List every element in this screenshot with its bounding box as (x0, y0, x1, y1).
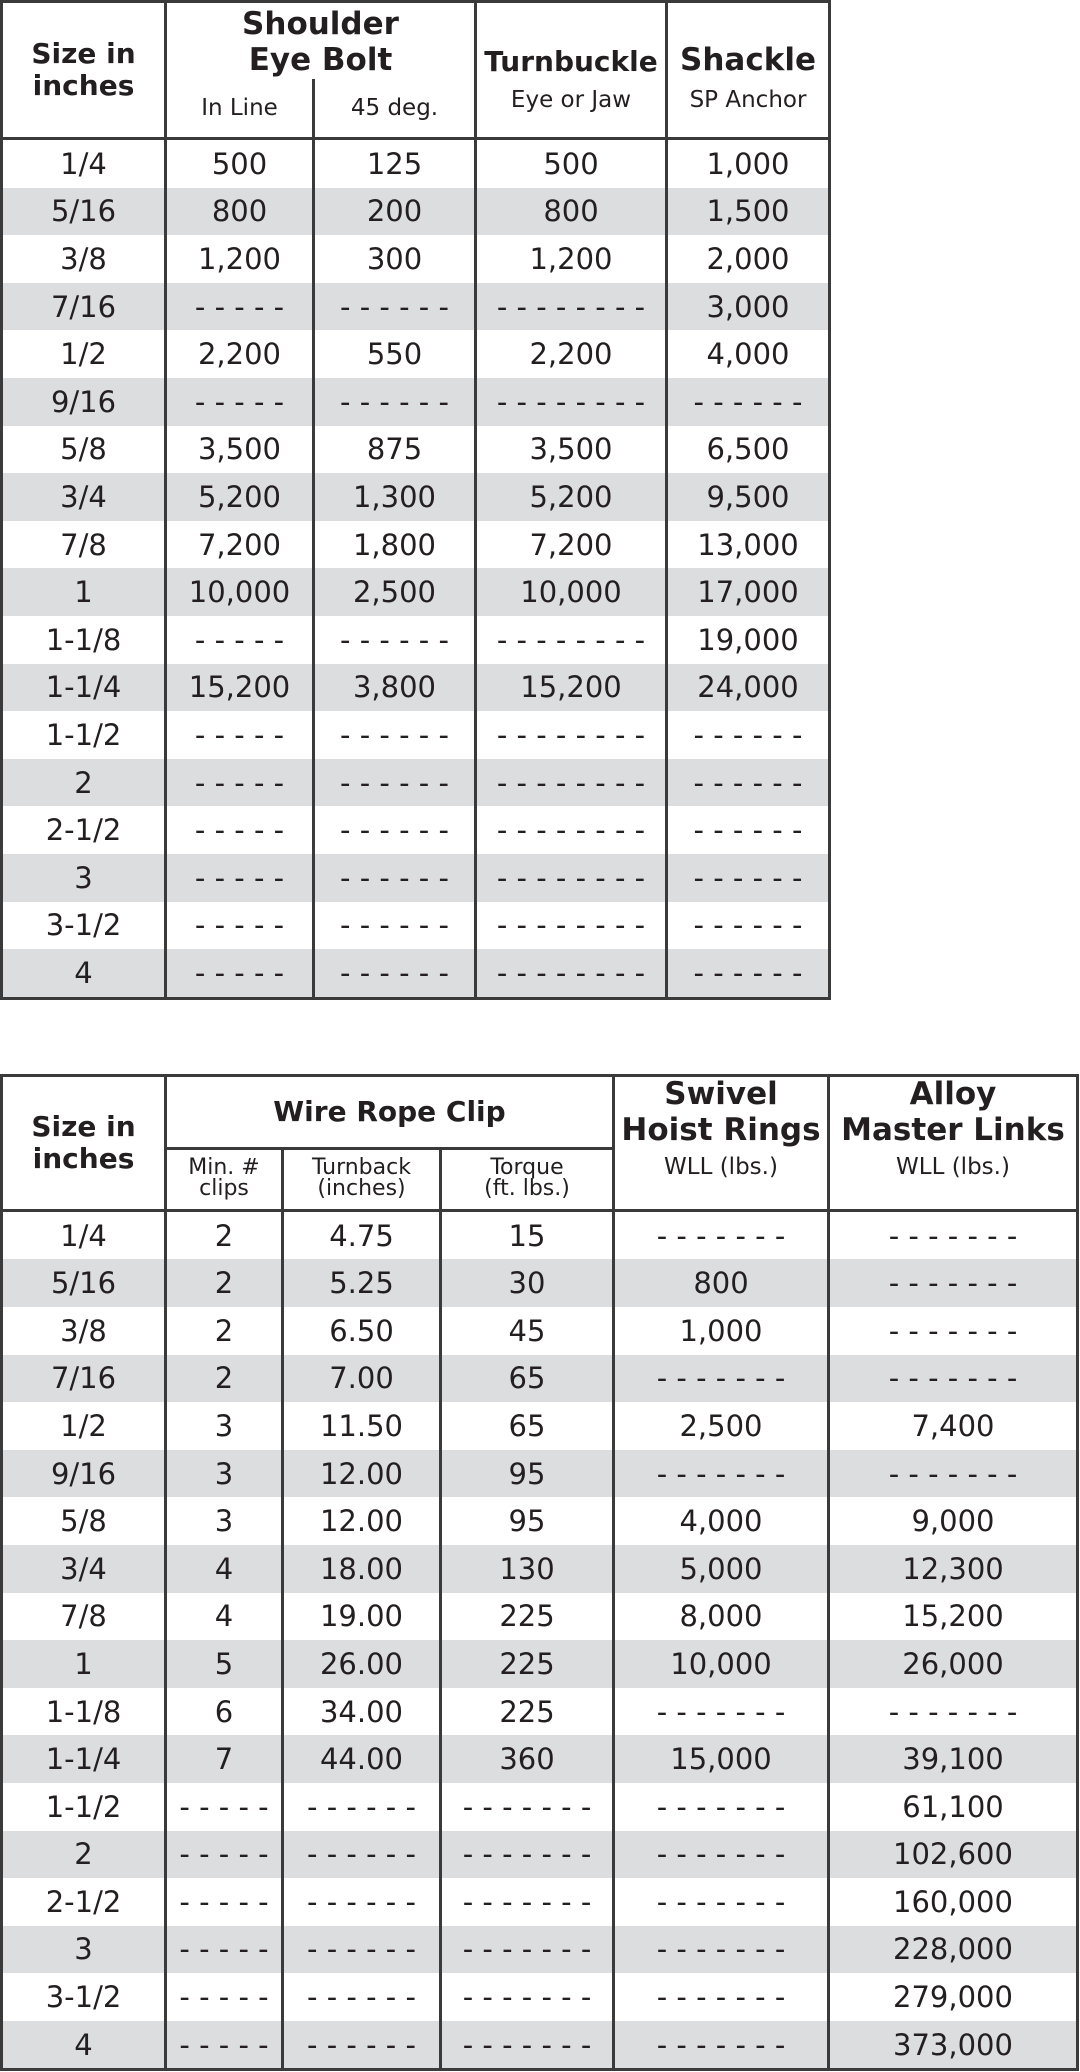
shackle-header: Shackle (667, 2, 830, 79)
table-row (2, 1878, 1078, 1926)
eye-bolt-45-header: 45 deg. (314, 79, 476, 139)
table-row (2, 664, 830, 712)
value-cell: 800 (166, 188, 314, 236)
value-cell: 4,000 (667, 330, 830, 378)
table-row (2, 1545, 1078, 1593)
value-cell: 5,200 (166, 473, 314, 521)
size-cell: 3 (2, 854, 166, 902)
value-cell: 7,400 (829, 1402, 1078, 1450)
value-cell: 373,000 (829, 2021, 1078, 2070)
table-row (2, 1926, 1078, 1974)
value-cell: 24,000 (667, 664, 830, 712)
value-cell: - - - - - - (314, 711, 476, 759)
value-cell: - - - - - - (283, 1831, 441, 1879)
value-cell: - - - - - - (314, 854, 476, 902)
value-cell: 2 (166, 1307, 283, 1355)
value-cell: - - - - - - - (614, 1973, 829, 2021)
swivel-hoist-rings-header: Swivel Hoist Rings (614, 1076, 829, 1149)
value-cell: - - - - - (166, 1973, 283, 2021)
value-cell: 279,000 (829, 1973, 1078, 2021)
value-cell: - - - - - - (667, 711, 830, 759)
value-cell: 3 (166, 1450, 283, 1498)
size-cell: 3-1/2 (2, 902, 166, 950)
value-cell: - - - - - (166, 1926, 283, 1974)
value-cell: 300 (314, 235, 476, 283)
value-cell: 4 (166, 1593, 283, 1641)
load-table-eyebolt-turnbuckle-shackle (0, 0, 831, 1000)
value-cell: 800 (614, 1259, 829, 1307)
table-header (2, 2, 830, 139)
value-cell: - - - - - (166, 2021, 283, 2070)
table-row (2, 473, 830, 521)
table-row (2, 1450, 1078, 1498)
value-cell: - - - - - - (283, 1973, 441, 2021)
value-cell: - - - - - - - (614, 1878, 829, 1926)
table-row (2, 806, 830, 854)
size-cell: 1/2 (2, 330, 166, 378)
value-cell: - - - - - (166, 616, 314, 664)
size-cell: 3/4 (2, 473, 166, 521)
value-cell: 26.00 (283, 1640, 441, 1688)
value-cell: - - - - - - - - (476, 616, 667, 664)
value-cell: - - - - - - - (441, 2021, 614, 2070)
value-cell: - - - - - - (667, 759, 830, 807)
size-cell: 1-1/8 (2, 616, 166, 664)
value-cell: - - - - - - (314, 949, 476, 998)
size-cell: 1-1/8 (2, 1688, 166, 1736)
table-row (2, 949, 830, 998)
value-cell: 45 (441, 1307, 614, 1355)
value-cell: 4,000 (614, 1497, 829, 1545)
size-cell: 5/16 (2, 1259, 166, 1307)
value-cell: 1,000 (614, 1307, 829, 1355)
torque-header: Torque (ft. lbs.) (441, 1148, 614, 1210)
size-cell: 1/4 (2, 1210, 166, 1259)
value-cell: - - - - - - - (614, 2021, 829, 2070)
size-header: Size in inches (2, 1076, 166, 1211)
value-cell: 34.00 (283, 1688, 441, 1736)
value-cell: - - - - - - - (614, 1688, 829, 1736)
value-cell: 2 (166, 1259, 283, 1307)
table-row (2, 1593, 1078, 1641)
table-row (2, 2021, 1078, 2070)
table-header (2, 1076, 1078, 1211)
value-cell: 125 (314, 139, 476, 188)
size-cell: 1-1/2 (2, 711, 166, 759)
value-cell: - - - - - - - - (476, 711, 667, 759)
table-row (2, 759, 830, 807)
table-row (2, 854, 830, 902)
table-row (2, 1783, 1078, 1831)
value-cell: - - - - - - - (829, 1688, 1078, 1736)
table-row (2, 188, 830, 236)
size-cell: 7/16 (2, 283, 166, 331)
value-cell: 10,000 (476, 568, 667, 616)
eye-bolt-in-line-header: In Line (166, 79, 314, 139)
value-cell: 3 (166, 1497, 283, 1545)
value-cell: 2,500 (314, 568, 476, 616)
value-cell: - - - - - - - (829, 1259, 1078, 1307)
value-cell: 5,000 (614, 1545, 829, 1593)
value-cell: 2,200 (476, 330, 667, 378)
value-cell: - - - - - - - - (476, 854, 667, 902)
value-cell: 10,000 (166, 568, 314, 616)
value-cell: 11.50 (283, 1402, 441, 1450)
turnbuckle-header: Turnbuckle (476, 2, 667, 79)
table-row (2, 330, 830, 378)
value-cell: 15,200 (166, 664, 314, 712)
table-row (2, 521, 830, 569)
size-cell: 1-1/2 (2, 1783, 166, 1831)
value-cell: 61,100 (829, 1783, 1078, 1831)
table-row (2, 1402, 1078, 1450)
value-cell: 15 (441, 1210, 614, 1259)
value-cell: 500 (476, 139, 667, 188)
value-cell: 4 (166, 1545, 283, 1593)
value-cell: 15,000 (614, 1735, 829, 1783)
size-cell: 3 (2, 1926, 166, 1974)
table-row (2, 1259, 1078, 1307)
table-row (2, 1355, 1078, 1403)
table-row (2, 1640, 1078, 1688)
table-row (2, 1831, 1078, 1879)
value-cell: 200 (314, 188, 476, 236)
size-cell: 4 (2, 2021, 166, 2070)
value-cell: - - - - - - - - (476, 283, 667, 331)
value-cell: 3,500 (166, 426, 314, 474)
table-row (2, 568, 830, 616)
value-cell: 3,800 (314, 664, 476, 712)
value-cell: 26,000 (829, 1640, 1078, 1688)
value-cell: - - - - - (166, 1783, 283, 1831)
value-cell: 44.00 (283, 1735, 441, 1783)
shackle-sub-header: SP Anchor (667, 79, 830, 139)
value-cell: - - - - - (166, 1878, 283, 1926)
value-cell: - - - - - - - (829, 1307, 1078, 1355)
size-cell: 1-1/4 (2, 664, 166, 712)
value-cell: - - - - - - - (614, 1355, 829, 1403)
value-cell: 2,500 (614, 1402, 829, 1450)
value-cell: - - - - - (166, 378, 314, 426)
table-body (2, 1210, 1078, 2070)
table-row (2, 1497, 1078, 1545)
size-cell: 7/16 (2, 1355, 166, 1403)
value-cell: 7 (166, 1735, 283, 1783)
value-cell: 130 (441, 1545, 614, 1593)
value-cell: 7.00 (283, 1355, 441, 1403)
value-cell: - - - - - - - (829, 1210, 1078, 1259)
table-row (2, 378, 830, 426)
size-cell: 3/8 (2, 235, 166, 283)
value-cell: - - - - - - (314, 759, 476, 807)
value-cell: - - - - - (166, 902, 314, 950)
value-cell: - - - - - - (283, 1783, 441, 1831)
size-cell: 5/8 (2, 1497, 166, 1545)
value-cell: 1,300 (314, 473, 476, 521)
value-cell: - - - - - (166, 949, 314, 998)
value-cell: 10,000 (614, 1640, 829, 1688)
size-cell: 1/4 (2, 139, 166, 188)
value-cell: - - - - - - - - (476, 949, 667, 998)
value-cell: 12.00 (283, 1497, 441, 1545)
value-cell: 7,200 (166, 521, 314, 569)
value-cell: - - - - - - - (614, 1926, 829, 1974)
table-row (2, 902, 830, 950)
size-cell: 7/8 (2, 521, 166, 569)
table-row (2, 139, 830, 188)
value-cell: 1,800 (314, 521, 476, 569)
value-cell: 1,000 (667, 139, 830, 188)
value-cell: 13,000 (667, 521, 830, 569)
alloy-master-links-header: Alloy Master Links (829, 1076, 1078, 1149)
size-cell: 2 (2, 759, 166, 807)
table-body (2, 139, 830, 999)
size-cell: 4 (2, 949, 166, 998)
value-cell: - - - - - - - (614, 1783, 829, 1831)
value-cell: 30 (441, 1259, 614, 1307)
value-cell: 1,200 (166, 235, 314, 283)
value-cell: 19.00 (283, 1593, 441, 1641)
value-cell: - - - - - - (667, 854, 830, 902)
table-row (2, 283, 830, 331)
value-cell: 3,500 (476, 426, 667, 474)
value-cell: 9,000 (829, 1497, 1078, 1545)
size-cell: 1 (2, 1640, 166, 1688)
table-row (2, 235, 830, 283)
value-cell: 4.75 (283, 1210, 441, 1259)
value-cell: 225 (441, 1593, 614, 1641)
value-cell: - - - - - - (283, 1878, 441, 1926)
value-cell: 95 (441, 1497, 614, 1545)
value-cell: - - - - - - - (614, 1831, 829, 1879)
value-cell: - - - - - - - (614, 1210, 829, 1259)
value-cell: 65 (441, 1355, 614, 1403)
value-cell: - - - - - - (314, 902, 476, 950)
table-row (2, 1973, 1078, 2021)
eye-bolt-group-header: Shoulder Eye Bolt (166, 2, 476, 79)
value-cell: 2 (166, 1210, 283, 1259)
value-cell: - - - - - - - (441, 1783, 614, 1831)
table-row (2, 1688, 1078, 1736)
value-cell: 550 (314, 330, 476, 378)
table-row (2, 1210, 1078, 1259)
size-cell: 5/16 (2, 188, 166, 236)
value-cell: - - - - - - - - (476, 378, 667, 426)
value-cell: 18.00 (283, 1545, 441, 1593)
value-cell: 3 (166, 1402, 283, 1450)
size-cell: 1-1/4 (2, 1735, 166, 1783)
value-cell: 2,200 (166, 330, 314, 378)
size-cell: 2-1/2 (2, 1878, 166, 1926)
value-cell: - - - - - - - (614, 1450, 829, 1498)
table-row (2, 616, 830, 664)
value-cell: 2 (166, 1355, 283, 1403)
value-cell: - - - - - (166, 806, 314, 854)
value-cell: - - - - - - - (829, 1450, 1078, 1498)
swivel-wll-header: WLL (lbs.) (614, 1148, 829, 1210)
value-cell: - - - - - - (314, 283, 476, 331)
table-row (2, 1307, 1078, 1355)
value-cell: - - - - - - (667, 806, 830, 854)
size-cell: 5/8 (2, 426, 166, 474)
value-cell: - - - - - - (667, 949, 830, 998)
value-cell: 8,000 (614, 1593, 829, 1641)
value-cell: 65 (441, 1402, 614, 1450)
value-cell: - - - - - - (667, 902, 830, 950)
value-cell: 225 (441, 1688, 614, 1736)
value-cell: 5.25 (283, 1259, 441, 1307)
value-cell: 3,000 (667, 283, 830, 331)
size-cell: 2 (2, 1831, 166, 1879)
value-cell: 800 (476, 188, 667, 236)
size-cell: 2-1/2 (2, 806, 166, 854)
value-cell: 228,000 (829, 1926, 1078, 1974)
size-cell: 9/16 (2, 1450, 166, 1498)
size-cell: 9/16 (2, 378, 166, 426)
value-cell: 5 (166, 1640, 283, 1688)
value-cell: 15,200 (476, 664, 667, 712)
value-cell: - - - - - - (283, 2021, 441, 2070)
size-cell: 1/2 (2, 1402, 166, 1450)
value-cell: - - - - - - (283, 1926, 441, 1974)
wire-rope-clip-group-header: Wire Rope Clip (166, 1076, 614, 1149)
value-cell: 360 (441, 1735, 614, 1783)
value-cell: - - - - - - (314, 616, 476, 664)
value-cell: - - - - - - (314, 378, 476, 426)
value-cell: 160,000 (829, 1878, 1078, 1926)
value-cell: 15,200 (829, 1593, 1078, 1641)
value-cell: 39,100 (829, 1735, 1078, 1783)
turnbuckle-sub-header: Eye or Jaw (476, 79, 667, 139)
value-cell: - - - - - - - (441, 1878, 614, 1926)
value-cell: - - - - - - - - (476, 806, 667, 854)
value-cell: 95 (441, 1450, 614, 1498)
value-cell: 17,000 (667, 568, 830, 616)
size-header: Size in inches (2, 2, 166, 139)
value-cell: 19,000 (667, 616, 830, 664)
load-table-clip-swivel-masterlink (0, 1074, 1079, 2071)
value-cell: - - - - - - - - (476, 759, 667, 807)
value-cell: - - - - - - - (441, 1831, 614, 1879)
value-cell: - - - - - - - (441, 1973, 614, 2021)
table-row (2, 426, 830, 474)
size-cell: 3/8 (2, 1307, 166, 1355)
value-cell: 500 (166, 139, 314, 188)
size-cell: 1 (2, 568, 166, 616)
value-cell: - - - - - (166, 711, 314, 759)
value-cell: - - - - - (166, 1831, 283, 1879)
value-cell: 1,500 (667, 188, 830, 236)
value-cell: - - - - - (166, 759, 314, 807)
value-cell: - - - - - (166, 283, 314, 331)
size-cell: 3/4 (2, 1545, 166, 1593)
table-row (2, 711, 830, 759)
value-cell: - - - - - - (314, 806, 476, 854)
value-cell: 6 (166, 1688, 283, 1736)
value-cell: 6,500 (667, 426, 830, 474)
value-cell: 9,500 (667, 473, 830, 521)
value-cell: 12.00 (283, 1450, 441, 1498)
turnback-header: Turnback (inches) (283, 1148, 441, 1210)
value-cell: - - - - - - - (441, 1926, 614, 1974)
alloy-wll-header: WLL (lbs.) (829, 1148, 1078, 1210)
value-cell: - - - - - - - (829, 1355, 1078, 1403)
value-cell: 2,000 (667, 235, 830, 283)
size-cell: 3-1/2 (2, 1973, 166, 2021)
value-cell: 7,200 (476, 521, 667, 569)
value-cell: 12,300 (829, 1545, 1078, 1593)
value-cell: 5,200 (476, 473, 667, 521)
value-cell: 875 (314, 426, 476, 474)
value-cell: - - - - - - (667, 378, 830, 426)
value-cell: 1,200 (476, 235, 667, 283)
value-cell: 102,600 (829, 1831, 1078, 1879)
value-cell: - - - - - - - - (476, 902, 667, 950)
value-cell: 225 (441, 1640, 614, 1688)
size-cell: 7/8 (2, 1593, 166, 1641)
value-cell: 6.50 (283, 1307, 441, 1355)
value-cell: - - - - - (166, 854, 314, 902)
table-row (2, 1735, 1078, 1783)
min-clips-header: Min. # clips (166, 1148, 283, 1210)
